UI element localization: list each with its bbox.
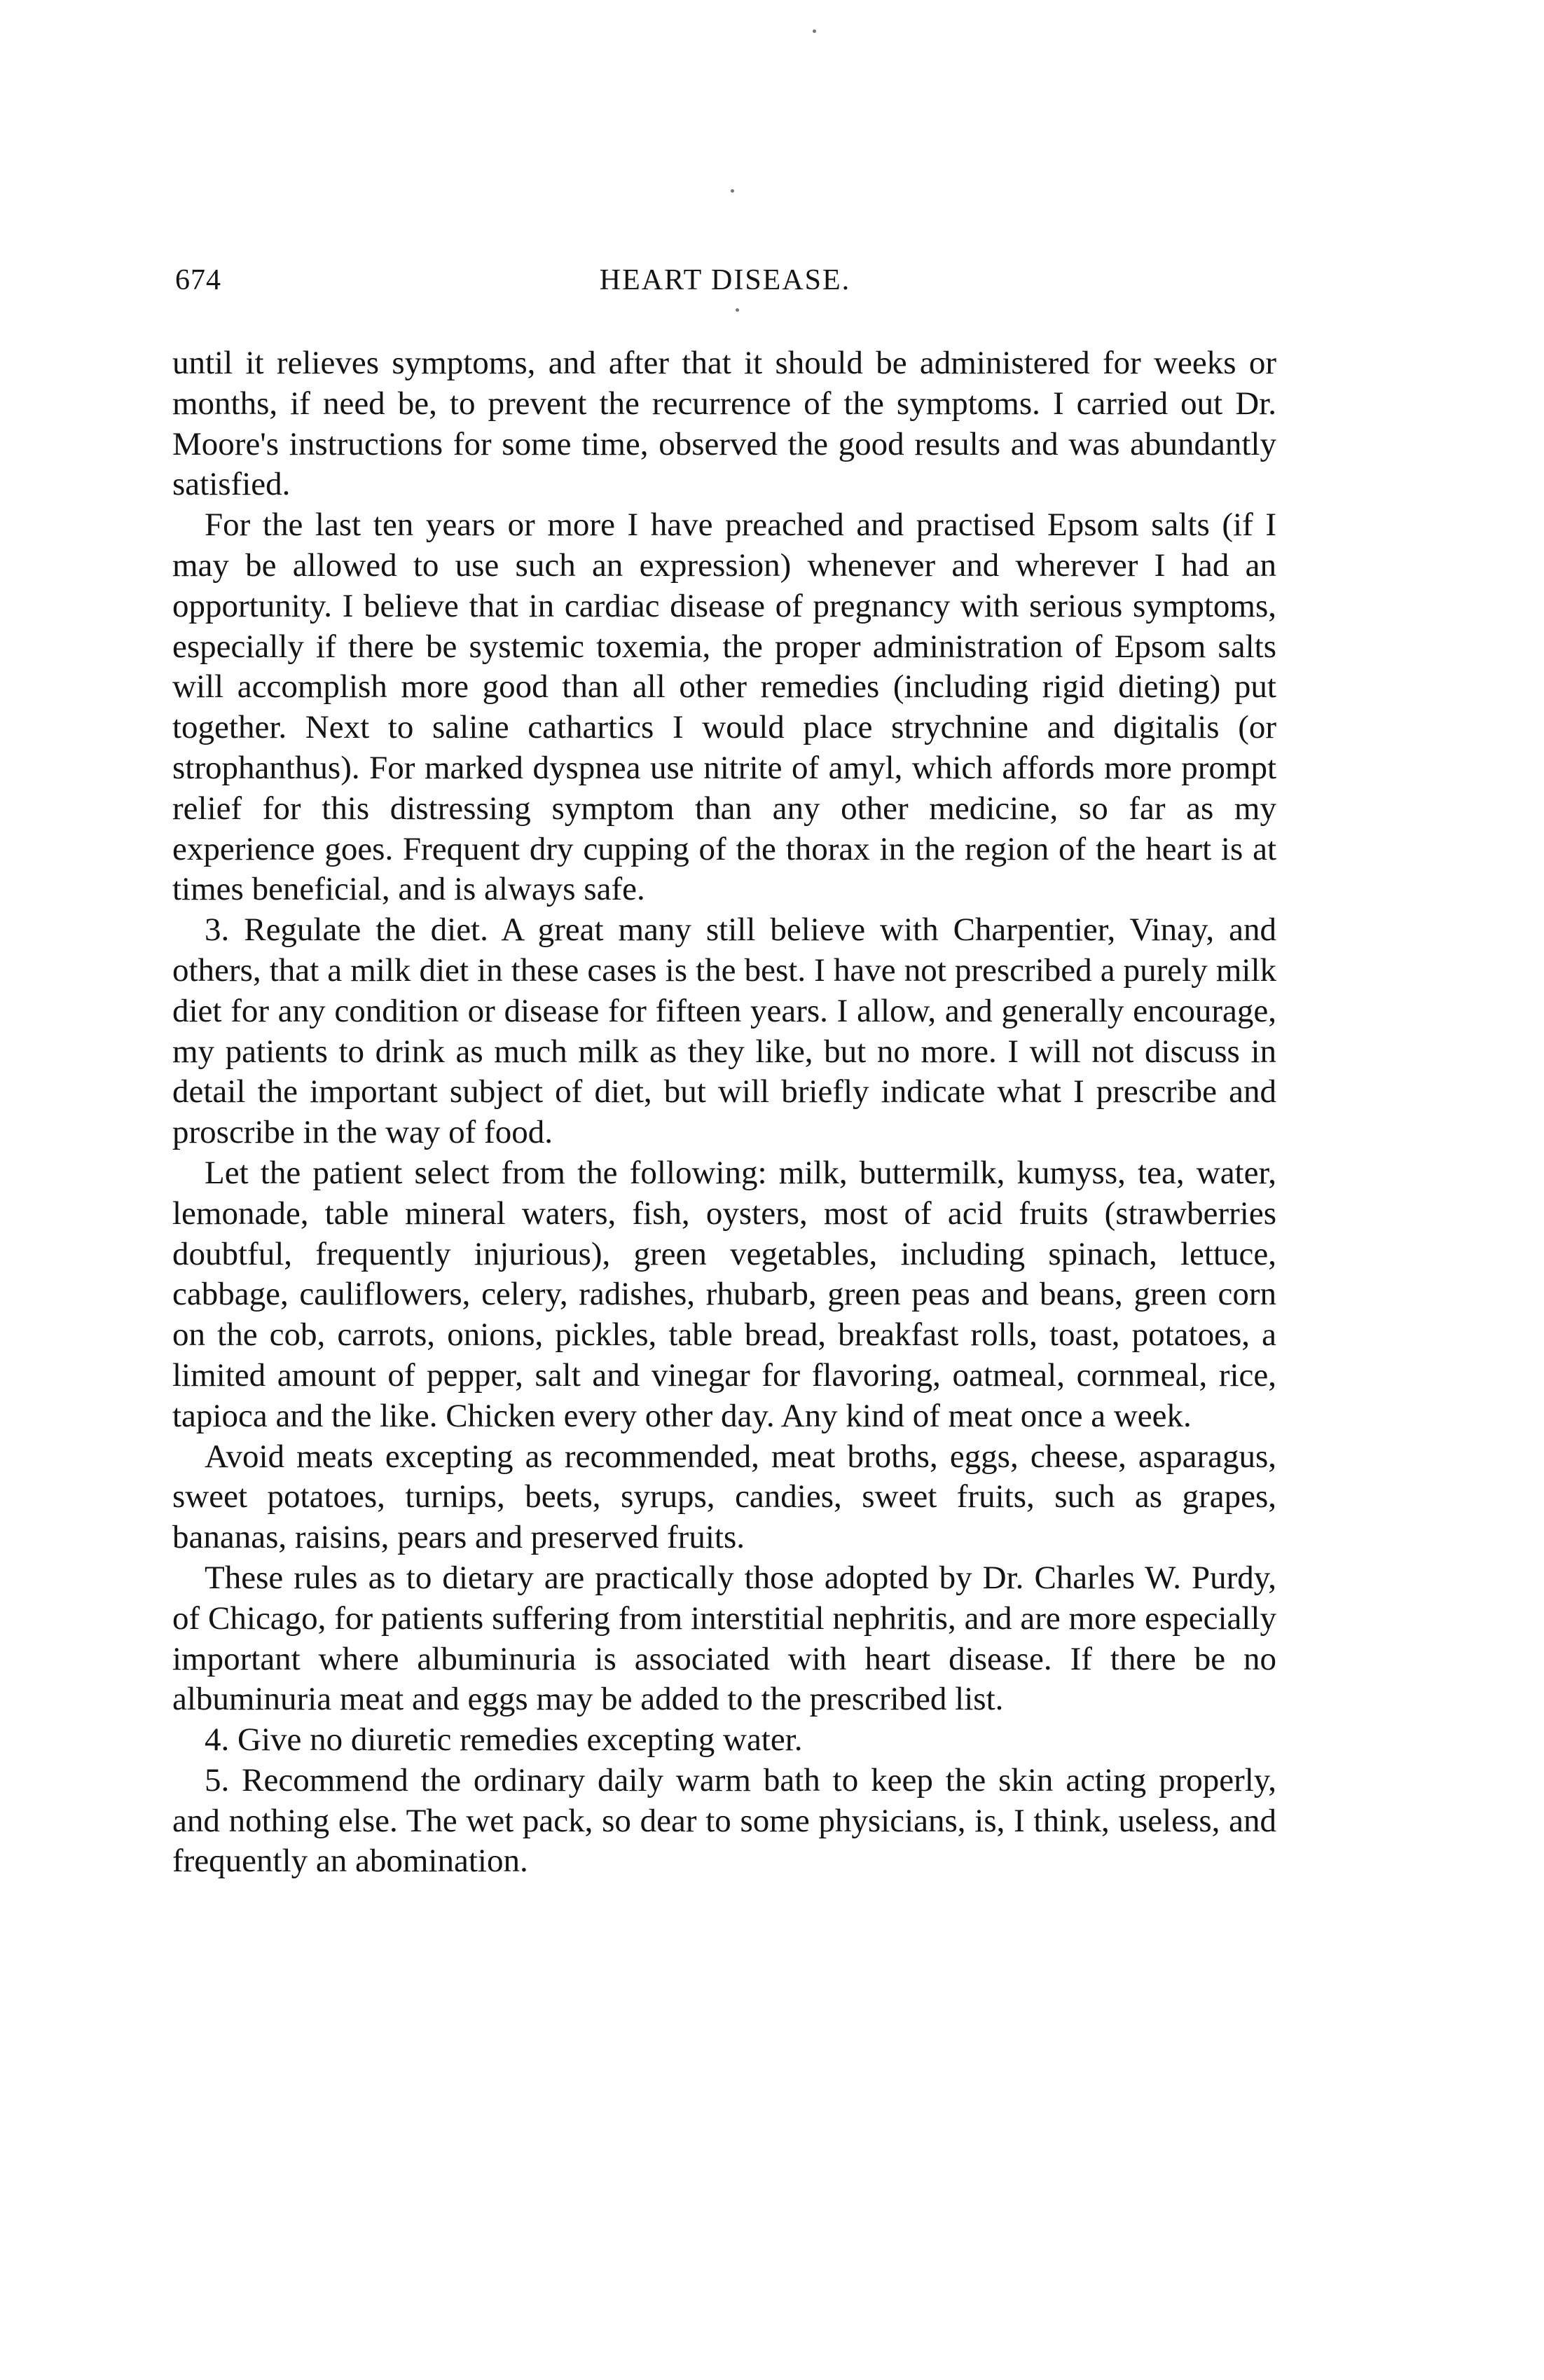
running-title: HEART DISEASE. <box>599 264 851 296</box>
paragraph-allowed-foods: Let the patient select from the following: milk, buttermilk, kumyss, tea, water, lemonade, table mineral waters, fish, oysters, most of acid fruits (strawberries doubtful, frequently injurious), green vegetables, including spinach, lettuce, cabbage, cauliflowers, celery, radishes, rhubarb, green peas and beans, green corn on the cob, carrots, onions, pickles, table bread, breakfast rolls, toast, potatoes, a limited amount of pepper, salt and vinegar for flavoring, oatmeal, cornmeal, rice, tapioca and the like. Chicken every other day. Any kind of meat once a week. <box>172 1154 1276 1434</box>
paragraph-continuation: until it relieves symptoms, and after that it should be administered for weeks or months, if need be, to prevent the recurrence of the symptoms. I carried out Dr. Moore's instructions for some time, observed the good results and was abundantly satisfied. <box>172 345 1276 503</box>
specks <box>736 308 739 312</box>
paragraph-diuretics: 4. Give no diuretic remedies excepting water. <box>205 1721 803 1759</box>
paragraph-avoid-foods: Avoid meats excepting as recommended, meat broths, eggs, cheese, asparagus, sweet potatoes, turnips, beets, syrups, candies, sweet fruits, such as grapes, bananas, raisins, pears and preserved fruits. <box>172 1438 1276 1556</box>
running-head <box>175 263 1275 305</box>
paragraph-purdy-rules: These rules as to dietary are practically those adopted by Dr. Charles W. Purdy, of Chicago, for patients suffering from interstitial nephritis, and are more especially important where albuminuria is associated with heart disease. If there be no albuminuria meat and eggs may be added to the prescribed list. <box>172 1559 1276 1718</box>
specks <box>813 29 816 33</box>
page-number: 674 <box>175 264 221 296</box>
paragraph-regulate-diet: 3. Regulate the diet. A great many still believe with Charpentier, Vinay, and others, that a milk diet in these cases is the best. I have not prescribed a purely milk diet for any condition or disease for fifteen years. I allow, and generally encourage, my patients to drink as much milk as they like, but no more. I will not discuss in detail the important subject of diet, but will briefly indicate what I prescribe and proscribe in the way of food. <box>172 912 1276 1151</box>
body-text <box>172 343 1276 1882</box>
paragraph-epsom-salts: For the last ten years or more I have preached and practised Epsom salts (if I may be allowed to use such an expression) whenever and wherever I had an opportunity. I believe that in cardiac disease of pregnancy with serious symptoms, especially if there be systemic toxemia, the proper administration of Epsom salts will accomplish more good than all other remedies (including rigid dieting) put together. Next to saline cathartics I would place strychnine and digitalis (or strophanthus). For marked dyspnea use nitrite of amyl, which affords more prompt relief for this distressing symptom than any other medicine, so far as my experience goes. Frequent dry cupping of the thorax in the region of the heart is at times beneficial, and is always safe. <box>172 507 1276 908</box>
specks <box>731 189 734 193</box>
paragraph-warm-bath: 5. Recommend the ordinary daily warm bath to keep the skin acting properly, and nothing else. The wet pack, so dear to some physicians, is, I think, useless, and frequently an abomination. <box>172 1761 1276 1880</box>
